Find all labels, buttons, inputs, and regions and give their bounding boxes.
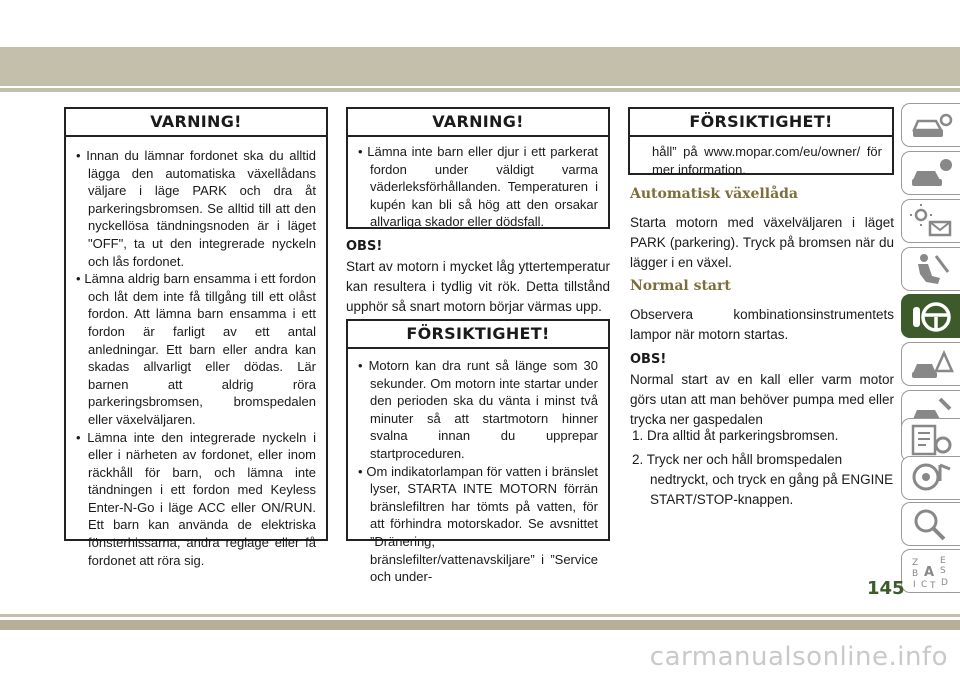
tab-emergency[interactable] [901,342,960,386]
language-letters-icon [910,554,954,590]
letter: A [924,565,935,580]
letter: T [930,581,936,590]
letter: I [913,580,916,590]
caution-title: FÖRSIKTIGHET! [348,321,608,349]
obs-label: OBS! [346,239,383,254]
letter: E [940,556,946,566]
caution-box-1 [346,319,610,585]
watermark: carmanualsonline.info [649,642,948,672]
letter: S [940,566,946,576]
music-location-icon [910,461,954,497]
warning-item: • Lämna inte barn eller djur i ett parkerat fordon under väldigt varma väderleksförhållanden. Temperaturen i kupén kan bli så hög att den orsakar allvarliga skador eller dödsfall. [358,143,598,231]
warning-item: • Innan du lämnar fordonet ska du alltid lägga den automatiska växellådans väljare i läge PARK och dra åt parkeringsbromsen. Se alltid till att den nyckellösa tändningsnoden är i läget "OFF", ta ut den integrerade nyckeln och lås fordonet. [76,147,316,270]
section-heading-normal-start: Normal start [630,278,731,294]
header-stripe [0,47,960,86]
airbag-seat-icon [910,252,954,288]
tab-languages[interactable] [901,549,960,593]
step-item: 1. Dra alltid åt parkeringsbromsen. [632,428,839,443]
steering-wheel-icon [910,299,954,335]
warning-triangle-car-icon [910,347,954,383]
car-info-icon [910,156,954,192]
header-rule [0,88,960,92]
tab-airbag-seat[interactable] [901,247,960,291]
caution-item: • Motorn kan dra runt så länge som 30 sekunder. Om motorn inte startar under den perioden ska du vänta i minst två minuter så att startmotorn hinner svalna innan du upprepar startproceduren. [358,357,598,463]
footer-rule [0,614,960,617]
letter: B [912,569,919,579]
warning-box-2 [346,107,610,229]
step-list [632,426,894,514]
magnifier-icon [910,507,954,543]
page-number: 145 [867,578,905,599]
top-margin [0,0,960,47]
footer-stripe [0,620,960,630]
caution-list [348,349,608,594]
tab-multimedia[interactable] [901,456,960,500]
warning-list [66,137,326,577]
car-key-icon [910,108,954,144]
warning-item: • Lämna aldrig barn ensamma i ett fordon och låt dem inte få tillgång till ett olåst fordon. Att lämna barn ensamma i ett fordon är farligt av ett antal anledningar. Ett barn eller andra kan skadas allvarligt eller dödas. Lär barnen att aldrig röra parkeringsbromsen, bromspedalen eller växelväljaren. [76,270,316,428]
caution-continuation: håll” på www.mopar.com/eu/owner/ för mer information. [652,144,882,177]
step-item: 2. Tryck ner och håll bromspedalen nedtryckt, och tryck en gång på ENGINE START/STOP-knappen. [632,452,894,507]
obs-text: Start av motorn i mycket låg yttertemperatur kan resultera i tydlig vit rök. Detta tillstånd upphör så snart motorn börjar värmas upp. [346,259,610,314]
caution-item: • Om indikatorlampan för vatten i bränslet lyser, STARTA INTE MOTORN förrän bränslefiltren har tömts på vatten, för att förhindra motorskador. Se avsnittet ”Dränering, bränslefilter/vattenavskiljare” i ”Service och under- [358,463,598,586]
obs-note [346,237,610,317]
warning-item: • Lämna inte den integrerade nyckeln i eller i närheten av fordonet, eller inom räckhåll för barn, och lämna inte tändningen i ett fordon med Keyless Enter-N-Go i läge ACC eller ON/RUN. Ett barn kan använda de elektriska fönsterhissarna, andra reglage eller få fordonet att röra sig. [76,429,316,570]
warning-box-1 [64,107,328,568]
tab-dashboard-lights[interactable] [901,199,960,243]
letter: C [921,580,928,590]
obs-label: OBS! [630,352,667,367]
caution-box-2 [628,107,894,175]
warning-title: VARNING! [66,109,326,137]
warning-list [348,137,608,239]
letter: Z [912,558,919,568]
obs-note-2 [630,350,894,430]
section-heading-transmission: Automatisk växellåda [630,186,798,202]
caution-title: FÖRSIKTIGHET! [630,109,892,137]
warning-title: VARNING! [348,109,608,137]
checklist-gear-icon [910,423,954,459]
obs-text: Normal start av en kall eller varm motor görs utan att man behöver pumpa med eller trycka ner gaspedalen [630,372,894,427]
letter: D [941,578,948,588]
tab-car-info[interactable] [901,151,960,195]
tab-starting-driving[interactable] [901,294,960,338]
dashboard-lights-icon [910,204,954,240]
transmission-paragraph: Starta motorn med växelväljaren i läget PARK (parkering). Tryck på bromsen när du lägger i en växel. [630,215,894,270]
normal-start-paragraph: Observera kombinationsinstrumentets lampor när motorn startas. [630,307,894,342]
tab-index[interactable] [901,502,960,546]
tab-car-key[interactable] [901,103,960,147]
